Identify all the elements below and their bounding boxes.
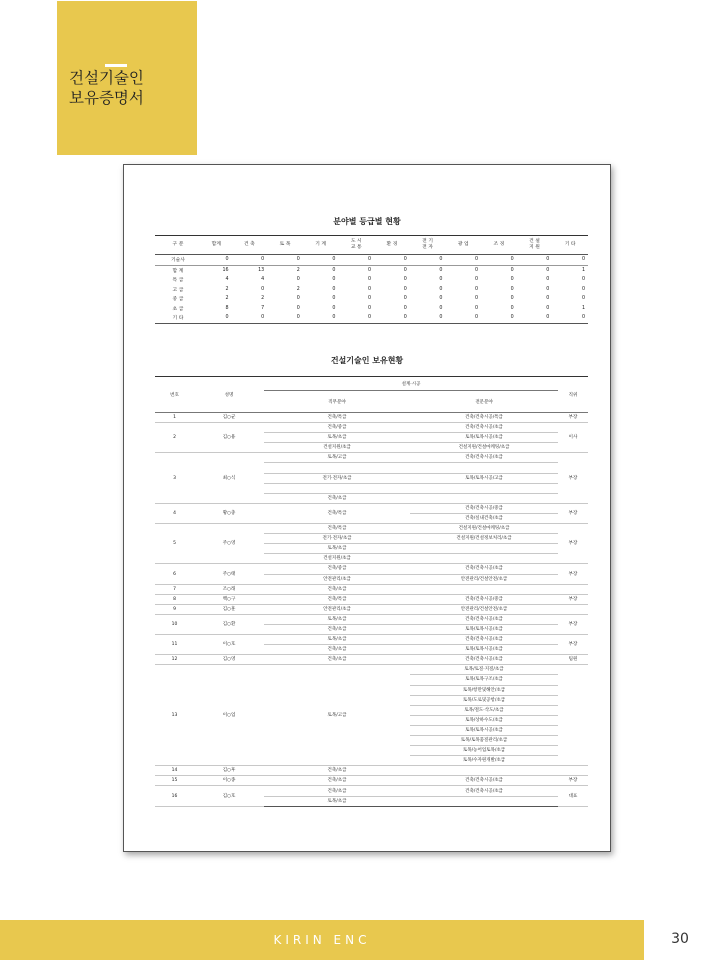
specialty-field: 토목/토목시공/초급 <box>410 645 558 655</box>
grade-cell: 4 <box>261 277 265 283</box>
person-no: 7 <box>155 584 194 594</box>
specialty-field: 토목/토목시공/고급 <box>410 473 558 483</box>
grade-cell: 1 <box>581 267 585 273</box>
grade-cell: 0 <box>403 305 407 311</box>
grade-cell: 0 <box>474 305 479 311</box>
job-field: 건설지원/초급 <box>264 554 410 564</box>
specialty-field: 토목/수자원개발/초급 <box>410 756 558 766</box>
job-field: 전기·전자/초급 <box>264 473 410 483</box>
grade-cell: 0 <box>517 255 553 266</box>
grade-cell: 2 <box>225 296 229 302</box>
specialty-field <box>410 544 558 554</box>
specialty-field <box>410 796 558 806</box>
person-name: 김○환 <box>194 614 264 634</box>
person-position: 부장 <box>558 413 588 423</box>
specialty-field: 토목/토목구조/초급 <box>410 675 558 685</box>
person-no: 15 <box>155 776 194 786</box>
job-field: 건축/중급 <box>264 423 410 433</box>
job-field: 건축/특급 <box>264 594 410 604</box>
table-row <box>155 423 588 433</box>
grade-cell: 0 <box>368 286 372 292</box>
job-field: 안전관리/초급 <box>264 604 410 614</box>
grade-cell: 0 <box>201 255 232 266</box>
grade-cell: 0 <box>439 267 443 273</box>
job-field: 건축/초급 <box>264 655 410 665</box>
grade-row <box>155 285 588 295</box>
grade-cell: 0 <box>296 305 300 311</box>
specialty-field: 토목/토목품질관리/초급 <box>410 736 558 746</box>
specialty-field: 안전관리/건설안전/초급 <box>410 604 558 614</box>
grade-cell: 0 <box>546 305 550 311</box>
grade-cell: 0 <box>332 267 336 273</box>
table-row <box>155 655 588 665</box>
grade-cell: 0 <box>338 313 374 323</box>
grade-cell: 0 <box>546 286 550 292</box>
specialty-field: 건축/건축시공/초급 <box>410 655 558 665</box>
specialty-field: 건축/건축시공/초급 <box>410 776 558 786</box>
specialty-field: 건축/실내건축/초급 <box>410 513 558 523</box>
job-field: 토목/초급 <box>264 614 410 624</box>
person-position <box>558 604 588 614</box>
grade-cell: 0 <box>445 255 481 266</box>
grade-cell: 0 <box>332 305 336 311</box>
grade-row <box>155 255 588 266</box>
person-position <box>558 766 588 776</box>
page-number: 30 <box>671 931 689 947</box>
table-row <box>155 786 588 796</box>
grade-row-label: 기 타 <box>155 313 201 323</box>
specialty-field: 토목/도로및공항/초급 <box>410 695 558 705</box>
grade-cell: 1 <box>581 305 585 311</box>
table-row <box>155 453 588 463</box>
specialty-field: 토목/철도·삭도/초급 <box>410 705 558 715</box>
grade-row-label: 합 계 <box>172 268 184 274</box>
grade-cell: 0 <box>510 267 514 273</box>
table-row <box>155 564 588 574</box>
page-title <box>69 68 144 108</box>
job-field: 건설지원/초급 <box>264 443 410 453</box>
specialty-field: 토목/토목시공/초급 <box>410 624 558 634</box>
grade-col-header: 구 분 <box>155 236 201 255</box>
job-field: 토목/초급 <box>264 796 410 806</box>
job-field: 건축/초급 <box>264 624 410 634</box>
grade-col-header: 기 계 <box>303 236 339 255</box>
person-position: 부장 <box>558 503 588 523</box>
specialty-field: 건축/건축시공/초급 <box>410 423 558 433</box>
person-name: 김○호 <box>194 786 264 806</box>
certificate-document <box>123 164 611 852</box>
grade-cell: 0 <box>232 255 268 266</box>
person-position: 팀원 <box>558 655 588 665</box>
specialty-field: 건축/건축시공/중급 <box>410 503 558 513</box>
footer-brand: KIRIN ENC <box>273 933 371 947</box>
table-row <box>155 524 588 534</box>
person-name: 김○훈 <box>194 604 264 614</box>
grade-cell: 0 <box>474 296 479 302</box>
grade-cell: 2 <box>296 267 300 273</box>
grade-cell: 0 <box>232 313 268 323</box>
person-no: 10 <box>155 614 194 634</box>
specialty-field: 건축/건축시공/초급 <box>410 635 558 645</box>
person-no: 1 <box>155 413 194 423</box>
grade-table-title: 분야별 등급별 현황 <box>333 217 401 226</box>
person-no: 9 <box>155 604 194 614</box>
grade-cell: 0 <box>374 313 410 323</box>
table-row <box>155 503 588 513</box>
job-field: 건축/초급 <box>264 584 410 594</box>
table-row <box>155 665 588 675</box>
grade-col-header: 환 경 <box>374 236 410 255</box>
job-field <box>264 483 410 493</box>
table-row <box>155 604 588 614</box>
specialty-field: 토목/토목시공/초급 <box>410 725 558 735</box>
specialty-field: 건설지원/건설정보처리/초급 <box>410 534 558 544</box>
specialty-field: 토목/토목시공/초급 <box>410 433 558 443</box>
grade-cell: 0 <box>546 267 550 273</box>
grade-cell: 0 <box>439 277 443 283</box>
job-field: 토목/초급 <box>264 544 410 554</box>
header-specialty: 전문분야 <box>410 391 558 413</box>
job-field: 건축/초급 <box>264 493 410 503</box>
grade-col-header: 건 설 지 원 <box>517 236 553 255</box>
grade-row-label: 기술사 <box>155 255 201 266</box>
person-position: 대표 <box>558 786 588 806</box>
specialty-field: 토목/상하수도/초급 <box>410 715 558 725</box>
person-no: 2 <box>155 423 194 453</box>
grade-cell: 0 <box>261 286 265 292</box>
grade-cell: 0 <box>510 286 514 292</box>
job-field: 건축/초급 <box>264 645 410 655</box>
grade-cell: 0 <box>332 286 336 292</box>
person-no: 16 <box>155 786 194 806</box>
person-position <box>558 584 588 594</box>
specialty-field: 건설지원/건설마케팅/초급 <box>410 524 558 534</box>
person-no: 13 <box>155 665 194 766</box>
person-position: 부장 <box>558 635 588 655</box>
grade-cell: 0 <box>581 277 585 283</box>
grade-row-label: 고 급 <box>172 287 184 293</box>
specialty-field: 건축/건축시공/특급 <box>410 413 558 423</box>
grade-row-label: 특 급 <box>172 278 184 284</box>
table-row <box>155 766 588 776</box>
grade-cell: 0 <box>581 286 585 292</box>
grade-row <box>155 304 588 314</box>
grade-row <box>155 313 588 323</box>
grade-cell: 2 <box>296 286 300 292</box>
grade-col-header: 기 타 <box>552 236 588 255</box>
grade-cell: 0 <box>303 313 339 323</box>
person-position: 부장 <box>558 614 588 634</box>
specialty-field: 건축/건축시공/초급 <box>410 564 558 574</box>
person-name: 김○영 <box>194 655 264 665</box>
person-position: 부장 <box>558 453 588 503</box>
grade-cell: 0 <box>267 255 303 266</box>
holder-table <box>155 376 588 807</box>
specialty-field <box>410 584 558 594</box>
person-position: 부장 <box>558 776 588 786</box>
grade-col-header: 조 경 <box>481 236 517 255</box>
grade-cell: 0 <box>403 286 407 292</box>
header-position: 직위 <box>558 377 588 413</box>
grade-cell: 2 <box>225 286 229 292</box>
person-no: 6 <box>155 564 194 584</box>
grade-cell: 0 <box>439 296 443 302</box>
job-field: 토목/고급 <box>264 665 410 766</box>
page-title-line2: 보유증명서 <box>69 89 144 107</box>
grade-cell: 0 <box>481 313 517 323</box>
job-field: 토목/고급 <box>264 453 410 463</box>
grade-cell: 0 <box>374 255 410 266</box>
person-no: 8 <box>155 594 194 604</box>
grade-cell: 16 <box>222 267 229 273</box>
grade-cell: 7 <box>261 305 265 311</box>
person-name: 주○영 <box>194 524 264 564</box>
person-position: 부장 <box>558 594 588 604</box>
grade-cell: 0 <box>338 255 374 266</box>
job-field: 토목/초급 <box>264 635 410 645</box>
header-no: 번호 <box>155 377 194 413</box>
grade-cell: 0 <box>445 313 481 323</box>
table-row <box>155 635 588 645</box>
person-no: 11 <box>155 635 194 655</box>
grade-cell: 0 <box>410 255 446 266</box>
specialty-field: 건축/건축시공/초급 <box>410 786 558 796</box>
grade-cell: 0 <box>481 255 517 266</box>
header-name: 성명 <box>194 377 264 413</box>
grade-cell: 0 <box>546 296 550 302</box>
grade-cell: 0 <box>332 296 336 302</box>
person-no: 3 <box>155 453 194 503</box>
header-job: 직무분야 <box>264 391 410 413</box>
grade-col-header: 합계 <box>201 236 232 255</box>
grade-row-label: 중 급 <box>172 297 184 303</box>
grade-cell: 0 <box>403 296 407 302</box>
grade-cell: 0 <box>581 296 585 302</box>
grade-cell: 2 <box>261 296 265 302</box>
specialty-field: 토목/농어업토목/초급 <box>410 746 558 756</box>
specialty-field: 토목/항만및해안/초급 <box>410 685 558 695</box>
specialty-field <box>410 493 558 503</box>
title-block <box>57 1 197 155</box>
person-no: 5 <box>155 524 194 564</box>
grade-row <box>155 294 588 304</box>
grade-cell: 0 <box>368 267 372 273</box>
person-name: 황○충 <box>194 503 264 523</box>
person-name: 김○후 <box>194 766 264 776</box>
specialty-field: 안전관리/건설안전/초급 <box>410 574 558 584</box>
person-name: 이○호 <box>194 635 264 655</box>
footer-bar <box>0 920 644 960</box>
table-row <box>155 776 588 786</box>
job-field: 건축/특급 <box>264 503 410 523</box>
job-field <box>264 463 410 473</box>
grade-cell: 0 <box>552 255 588 266</box>
grade-cell: 0 <box>368 296 372 302</box>
person-position: 부장 <box>558 524 588 564</box>
grade-cell: 4 <box>225 277 229 283</box>
person-name: 이○업 <box>194 665 264 766</box>
job-field: 건축/초급 <box>264 766 410 776</box>
person-no: 4 <box>155 503 194 523</box>
grade-cell: 0 <box>368 277 372 283</box>
table-row <box>155 413 588 423</box>
grade-row <box>155 275 588 285</box>
person-name: 김○용 <box>194 423 264 453</box>
job-field: 전기·전자/초급 <box>264 534 410 544</box>
grade-cell: 0 <box>403 277 407 283</box>
holder-table-title: 건설기술인 보유현황 <box>330 356 404 365</box>
grade-cell: 0 <box>296 296 300 302</box>
grade-cell: 0 <box>368 305 372 311</box>
specialty-field <box>410 554 558 564</box>
grade-cell: 0 <box>201 313 232 323</box>
grade-cell: 0 <box>296 277 300 283</box>
person-name: 조○래 <box>194 584 264 594</box>
grade-row <box>155 265 588 275</box>
grade-cell: 0 <box>474 277 479 283</box>
specialty-field <box>410 766 558 776</box>
table-row <box>155 614 588 624</box>
table-row <box>155 594 588 604</box>
grade-cell: 0 <box>510 296 514 302</box>
job-field: 건축/중급 <box>264 564 410 574</box>
grade-col-header: 도 시 교 통 <box>338 236 374 255</box>
person-name: 백○구 <box>194 594 264 604</box>
grade-cell: 0 <box>439 286 443 292</box>
job-field: 건축/초급 <box>264 786 410 796</box>
job-field: 건축/특급 <box>264 524 410 534</box>
grade-cell: 0 <box>410 313 446 323</box>
grade-col-header: 전 기 전 자 <box>410 236 446 255</box>
grade-cell: 0 <box>332 277 336 283</box>
person-name: 최○식 <box>194 453 264 503</box>
grade-cell: 0 <box>510 277 514 283</box>
page-title-line1: 건설기술인 <box>69 69 144 87</box>
person-name: 이○종 <box>194 776 264 786</box>
grade-cell: 0 <box>546 277 550 283</box>
grade-cell: 0 <box>517 313 553 323</box>
person-name: 주○태 <box>194 564 264 584</box>
person-position: 이사 <box>558 423 588 453</box>
person-no: 12 <box>155 655 194 665</box>
grade-col-header: 광 업 <box>445 236 481 255</box>
table-row <box>155 584 588 594</box>
header-group: 설계·시공 <box>264 377 558 391</box>
grade-cell: 0 <box>510 305 514 311</box>
grade-col-header: 토 목 <box>267 236 303 255</box>
job-field: 토목/초급 <box>264 433 410 443</box>
grade-cell: 8 <box>225 305 229 311</box>
grade-row-label: 초 급 <box>172 306 184 312</box>
grade-cell: 0 <box>267 313 303 323</box>
person-name: 김○균 <box>194 413 264 423</box>
job-field: 건축/특급 <box>264 413 410 423</box>
grade-cell: 0 <box>552 313 588 323</box>
specialty-field: 건축/건축시공/초급 <box>410 453 558 463</box>
grade-cell: 0 <box>439 305 443 311</box>
grade-cell: 0 <box>474 267 479 273</box>
grade-cell: 0 <box>474 286 479 292</box>
grade-cell: 0 <box>403 267 407 273</box>
specialty-field: 건설지원/건설마케팅/초급 <box>410 443 558 453</box>
job-field: 건축/초급 <box>264 776 410 786</box>
specialty-field: 건축/건축시공/중급 <box>410 594 558 604</box>
specialty-field: 건축/건축시공/초급 <box>410 614 558 624</box>
grade-col-header: 건 축 <box>232 236 268 255</box>
title-accent-dash <box>105 64 127 67</box>
person-no: 14 <box>155 766 194 776</box>
specialty-field: 토목/토질·지질/초급 <box>410 665 558 675</box>
person-position <box>558 665 588 766</box>
grade-cell: 0 <box>303 255 339 266</box>
specialty-field <box>410 483 558 493</box>
grade-table <box>155 235 588 324</box>
job-field: 안전관리/초급 <box>264 574 410 584</box>
person-position: 부장 <box>558 564 588 584</box>
grade-cell: 13 <box>258 267 265 273</box>
specialty-field <box>410 463 558 473</box>
